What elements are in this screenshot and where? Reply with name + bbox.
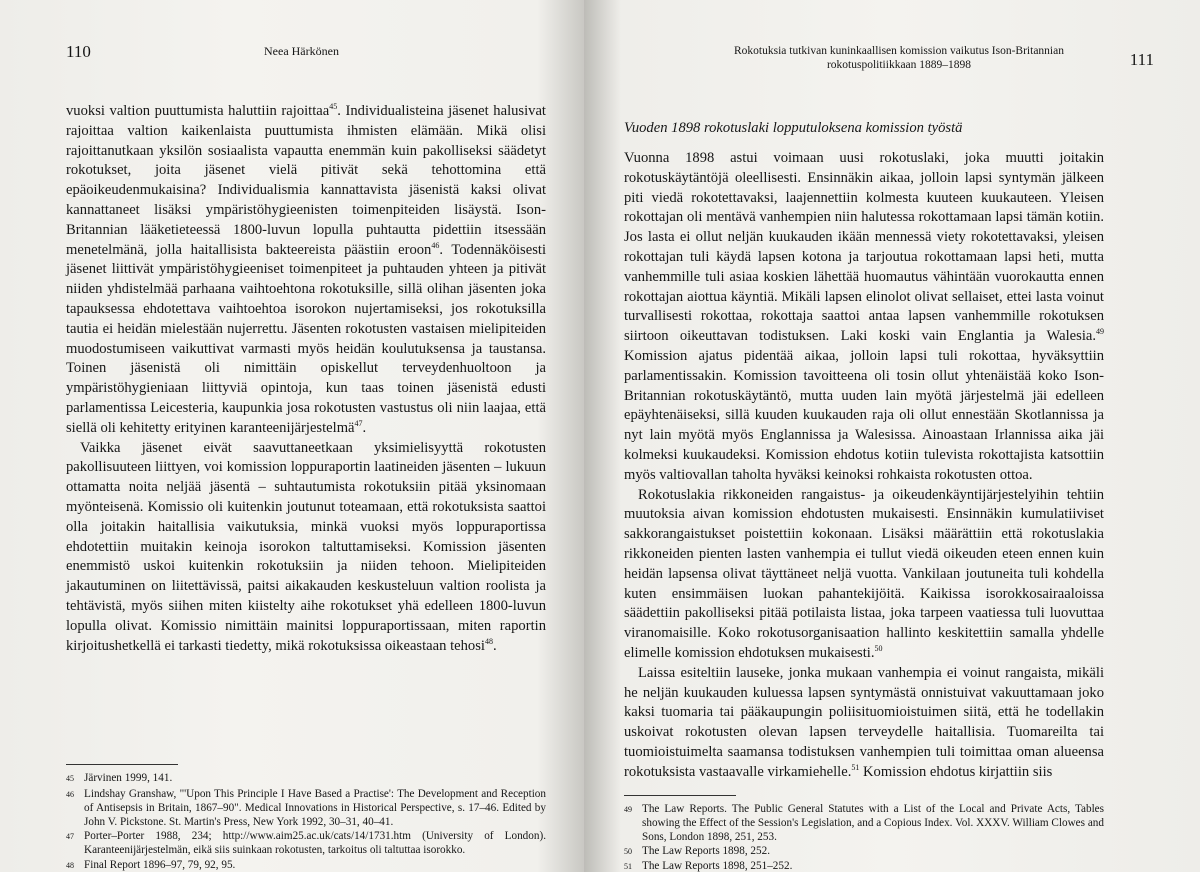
page-number: 111	[1129, 50, 1154, 69]
right-footnotes	[624, 802, 1104, 872]
footnote: 46 Lindshay Granshaw, "'Upon This Principle I Have Based a Practise': The Development and Reception of Antisepsis in Britain, 1867–90". Medical Innovations in Historical Perspective, s. 17–46. Edited by John V. Pickstone. St. Martin's Press, New York 1992, 30–31, 40–41.	[66, 787, 546, 828]
running-head-title: Rokotuksia tutkivan kuninkaallisen komission vaikutus Ison-Britannian rokotuspolitiikkaan 1889–1898	[734, 45, 1064, 71]
paragraph: Vaikka jäsenet eivät saavuttaneetkaan yksimielisyyttä rokotusten pakollisuuteen liittyen, voi komission loppuraportin laatineiden jäsenten – lukuun ottamatta noita neljää jäsentä – suhtautumista rokotuksiin pitää yksinomaan myönteisenä. Komissio oli kuitenkin joutunut toteamaan, että rokotuksista saattoi olla joitakin haitallisia vaikutuksia, minkä vuoksi myös loppuraportissa ehdotettiin muitakin keinoja isorokon taltuttamiseksi. Komission jäsenten enemmistö uskoi kuitenkin rokotuksiin ja niiden tehoon. Mielipiteiden jakautuminen on liitettävissä, paitsi aikakauden keskusteluun valtion roolista ja tehtävistä, myös siihen miten kiistelty aihe rokotukset yhä edelleen 1800-luvun lopulla olivat. Komissio nimittäin mainitsi loppuraportissaan, miten raportin kirjoitushetkellä ei tarkasti tiedetty, mikä rokotuksissa oikeastaan tehosi$^{48}$.	[66, 439, 546, 654]
footnote-ref: 51	[851, 762, 860, 772]
left-body-text	[66, 102, 546, 656]
footnote-ref: 50	[874, 644, 883, 654]
running-head-author: Neea Härkönen	[264, 44, 339, 58]
left-footnotes	[66, 771, 546, 872]
paragraph: Laissa esiteltiin lauseke, jonka mukaan vanhempia ei voinut rangaista, mikäli he neljän kuukauden kuluessa lapsen syntymästä onnistuivat vakuuttamaan joko kaksi tuomaria tai pääkaupungin poliisituomioistuimen siitä, että he todellakin uskoivat rokotusten olevan lapsen terveydelle haitallisia. Tuomareilta tai tuomioistuimelta saamansa todistuksen vanhempien tuli toimittaa oman alueensa rokotuksista vastaavalle virkamiehelle.$^{51}$ Komission ehdotus kirjattiin siis	[624, 664, 1104, 780]
footnote-ref: 48	[484, 636, 493, 646]
footnote-ref: 46	[431, 240, 440, 250]
footnote-rule	[624, 795, 736, 796]
paragraph: vuoksi valtion puuttumista haluttiin rajoittaa$^{45}$. Individualisteina jäsenet halusivat rajoittaa valtion kaikenlaista puuttumista ihmisten elämään. Mikä olisi rajoittanutkaan yksilön sosiaalista vapautta enemmän kuin pakolliseksi säädetyt rokotukset, joita jäsenet vielä pitivät sekä tehottomina että epäoikeudenmukaisina? Individualismia kannattavista jäsenistä kaksi olivat kannattaneet lisäksi ympäristöhygieenisten toimenpiteiden lisäystä. Ison-Britannian lääketieteessä 1800-luvun lopulla puhtautta pidettiin itsessään menetelmänä, jolla haitallisista bakteereista päästiin eroon$^{46}$. Todennäköisesti jäsenet liittivät ympäristöhygieeniset toimenpiteet ja puhtauden yhteen ja pitivät niiden yhdistelmää parhaana vaihtoehtona rokotuksille, sillä olihan jäsenten joka tapauksessa ehdotettava vaihtoehtoa isorokon nujertamiseksi, jos rokotuksilla tautia ei heidän mielestään nujerrettu. Jäsenten rokotusten vastaisen mielipiteiden muodostumiseen vaikuttivat varmasti myös heidän koulutuksensa ja taustansa. Toinen jäsenistä oli nimittäin opiskellut terveydenhuoltoon ja ympäristöhygieniaan liittyviä opintoja, kun taas toinen jäsenistä edusti parlamentissa Leicesteria, kaupunkia josa rokotusten vastustus oli niin laajaa, että siellä oli kehitetty erityinen karanteenijärjestelmä$^{47}$.	[66, 102, 546, 436]
footnote-ref: 49	[1096, 327, 1104, 337]
paragraph: Vuonna 1898 astui voimaan uusi rokotuslaki, joka muutti joitakin rokotuskäytäntöjä oleellisesti. Ensinnäkin aikaa, jolloin lapsi syntymän jälkeen piti viedä rokotettavaksi, laajennettiin kolmesta kuuteen kuukauteen. Yleisen rokottajan oli mentävä vanhempien niin halutessa rokottamaan lapsi tämän kotiin. Jos lasta ei ollut neljän kuukauden ikään mennessä viety rokotettavaksi, yleisen rokottajan tuli käydä lapsen kotona ja tarjoutua rokottamaan lapsi heti, mutta vanhemmille tuli asiaa koskien lähettää huomautus vähintään vuorokautta ennen rokottajan aiottua käyntiä. Mikäli lapsen elinolot olivat sellaiset, ettei lasta voinut turvallisesti rokottaa, rokottaja saattoi antaa lapsen vanhemmille rokotuksen siirtoon oikeuttavan todistuksen. Laki koski vain Englantia ja Walesia.$^{49}$ Komission ajatus pidentää aikaa, jolloin lapsi tuli rokottaa, hyväksyttiin parlamentissakin. Komission tavoitteena oli tosin ollut yhtenäistää koko Ison-Britannian rokotuskäytäntö, mutta uuden lain myötä järjestelmä jäi edelleen epäyhtenäiseksi, sillä kuuden kuukauden raja oli ollut ennestään Skotlannissa ja nyt lain myötä myös Englannissa ja Walesissa. Ainoastaan Irlannissa aika jäi kolmeksi kuukaudeksi. Komission ehdotus kotiin tulevista rokottajista katsottiin myös valtiovallan taholta hyväksi keinoksi rohkaista rokotusten ottoa.	[624, 150, 1104, 483]
footnote-ref: 45	[329, 102, 338, 112]
footnote: 48 Final Report 1896–97, 79, 92, 95.	[66, 858, 236, 871]
right-page	[584, 0, 1200, 872]
footnote-rule	[66, 764, 178, 765]
page-number: 110	[66, 42, 91, 61]
right-page-header	[624, 40, 1154, 88]
footnote: 47 Porter–Porter 1988, 234; http://www.aim25.ac.uk/cats/14/1731.htm (University of London). Karanteenijärjestelmän, eikä siis suinkaan rokotusten, tarkoitus oli taltuttaa isorokko.	[66, 830, 546, 857]
footnote: 51 The Law Reports 1898, 251–252.	[624, 860, 793, 872]
footnote: 45 Järvinen 1999, 141.	[66, 772, 173, 785]
footnote-ref: 47	[354, 418, 363, 428]
right-body-text	[624, 120, 1104, 783]
left-page-header	[66, 40, 546, 88]
footnote: 49 The Law Reports. The Public General Statutes with a List of the Local and Private Acts, Tables showing the Effect of the Session's Legislation, and a Copious Index. Vol. XXXV. William Clowes and Sons, London 1898, 251, 253.	[624, 802, 1104, 843]
paragraph: Rokotuslakia rikkoneiden rangaistus- ja oikeudenkäyntijärjestelyihin tehtiin muutoksia aivan komission ehdotusten mukaisesti. Ensinnäkin kumulatiiviset sakkorangaistukset poistettiin kokonaan. Lisäksi määrättiin että rokotuslakia rikkoneiden pienten lasten vanhempia ei tullut viedä oikeuden eteen ennen kuin heidän lapsensa olivat täyttäneet neljä vuotta. Vankilaan joutuneita tuli kohdella kuten ensimmäisen luokan pahantekijöitä. Kaikissa isorokkosairaaloissa säädettiin pakolliseksi pitää potilaista listaa, joka tarpeen vaatiessa tuli luovuttaa viranomaisille. Koko rokotusorganisaation hallinto keskitettiin samalla yhdelle elimelle komission ehdotuksen mukaisesti.$^{50}$	[624, 486, 1104, 661]
footnote: 50 The Law Reports 1898, 252.	[624, 845, 771, 858]
section-subheading: Vuoden 1898 rokotuslaki lopputuloksena komission työstä	[624, 120, 963, 136]
left-page	[0, 0, 584, 872]
